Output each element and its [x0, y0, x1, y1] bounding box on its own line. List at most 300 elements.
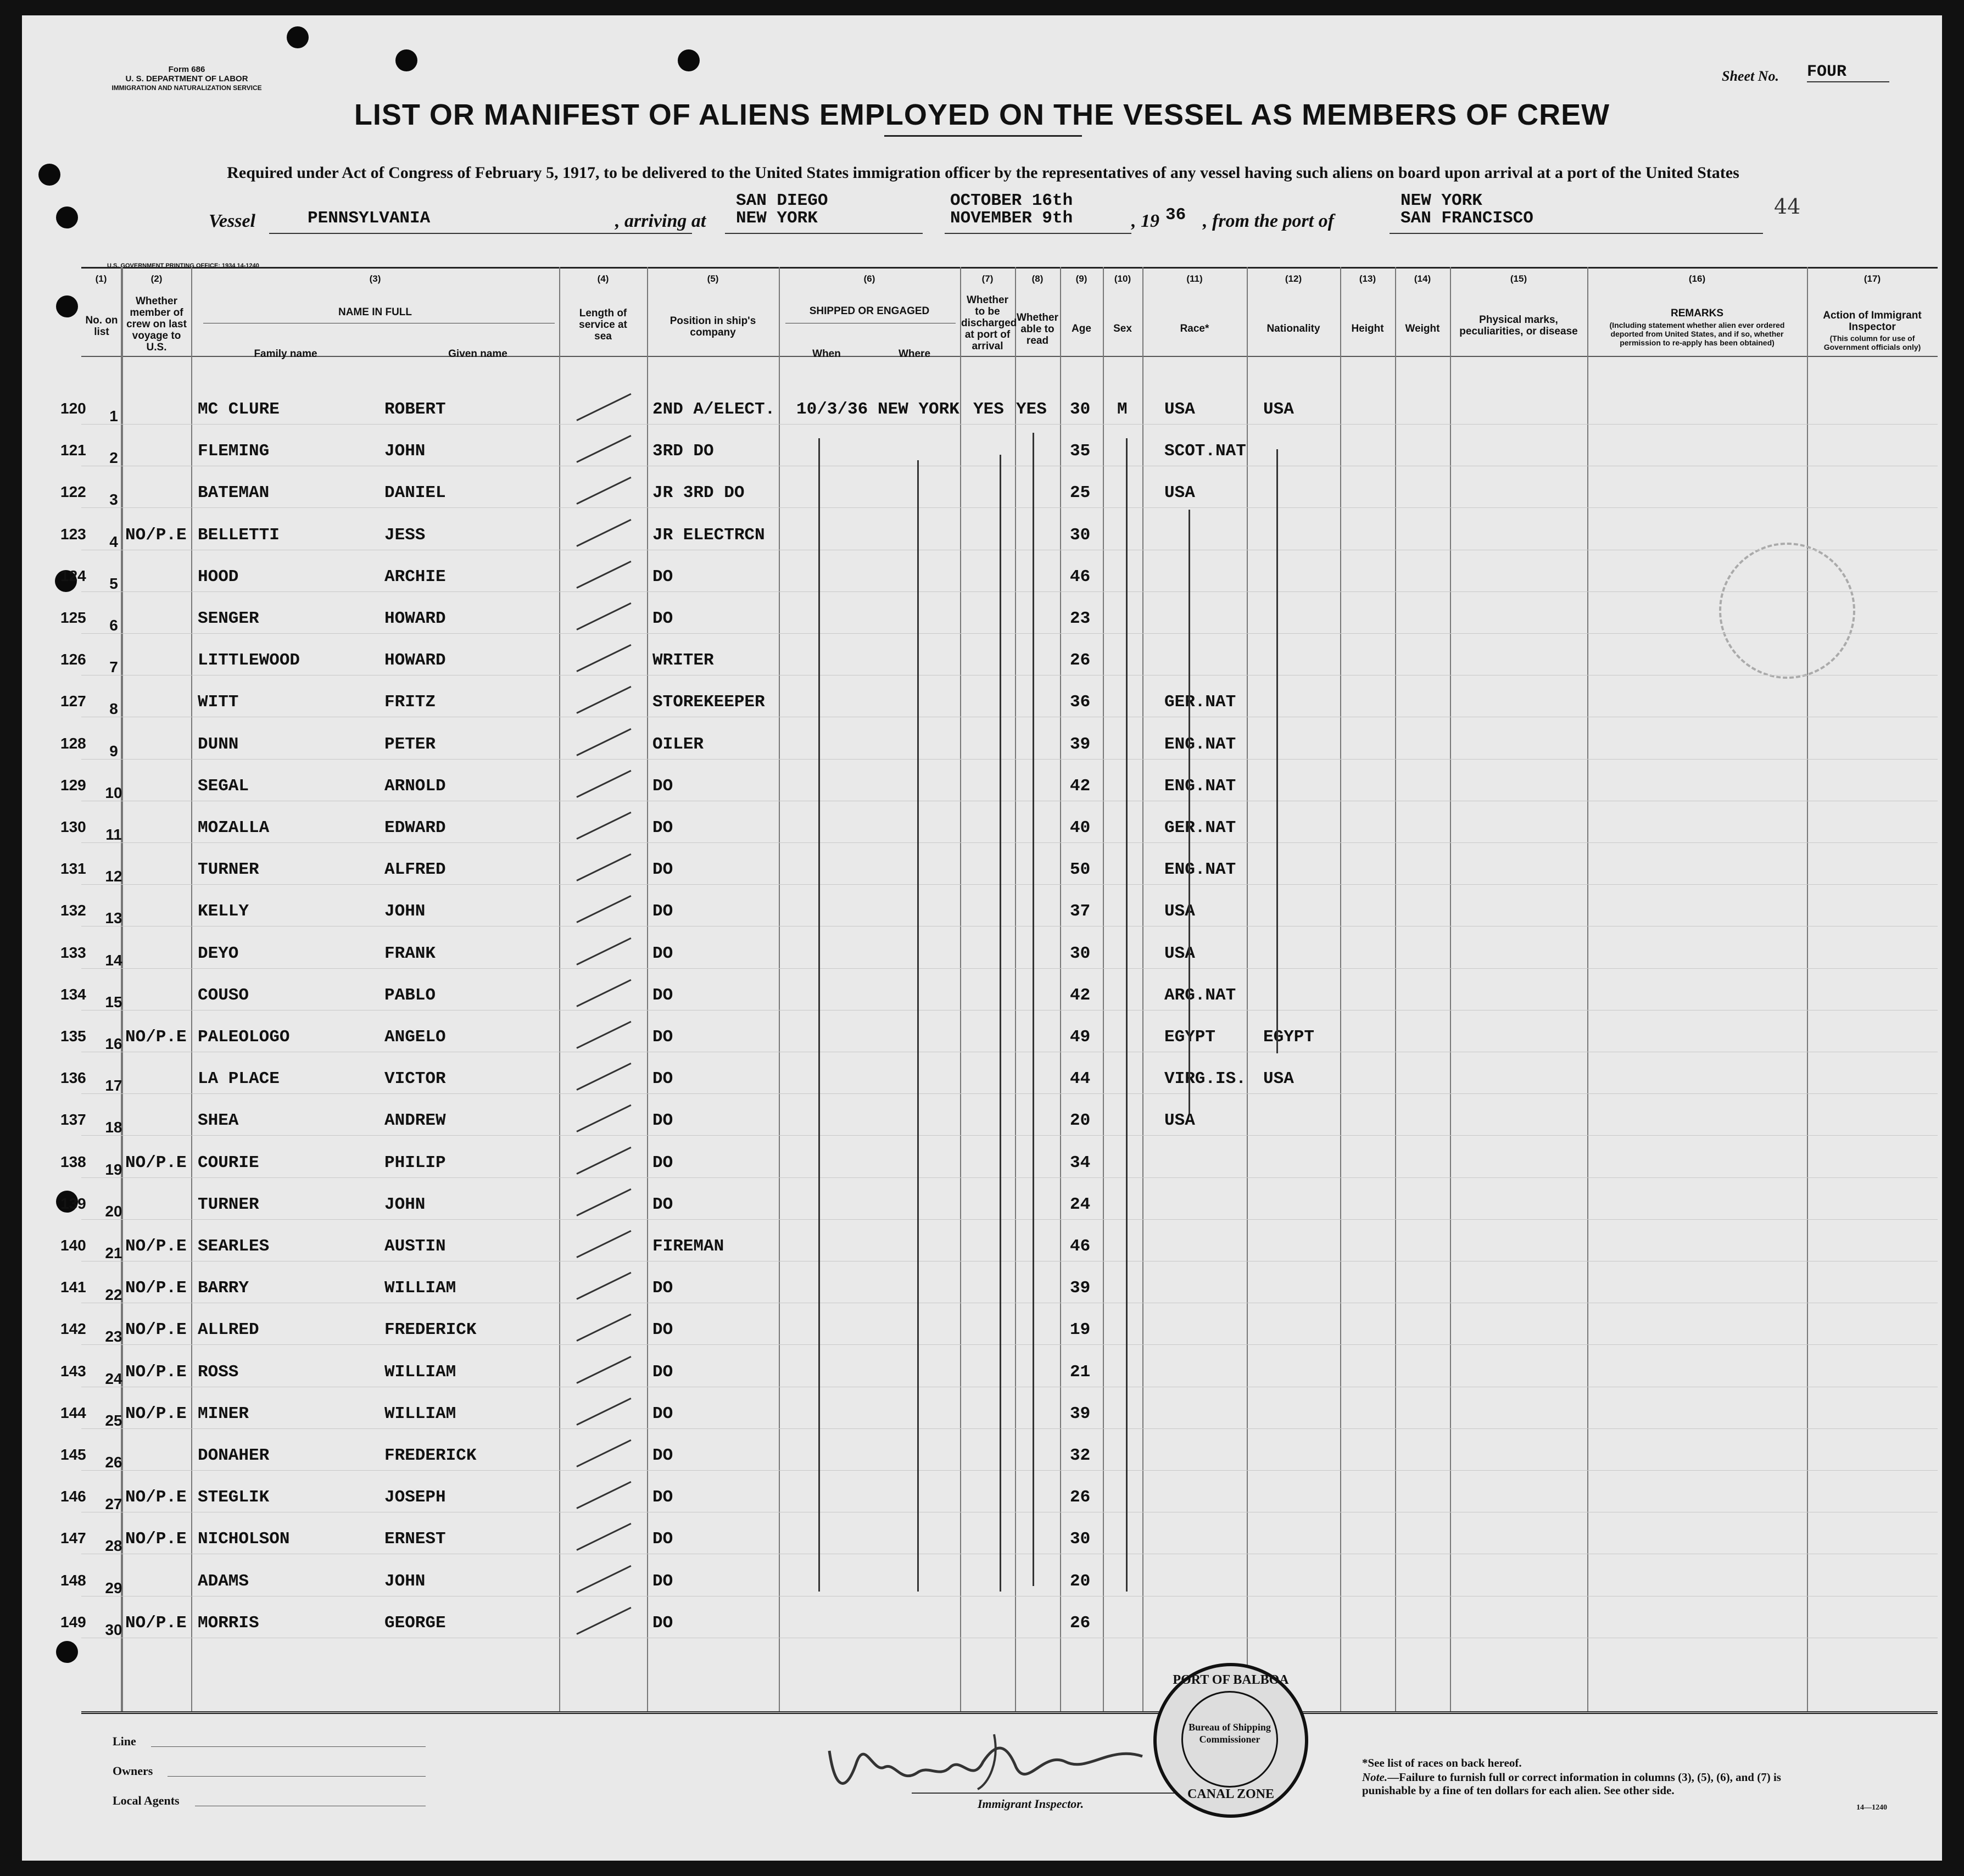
arriving-label: , arriving at — [615, 211, 706, 231]
row-list-number: 26 — [105, 1454, 122, 1471]
stamp-top-text: PORT OF BALBOA — [1173, 1673, 1289, 1687]
row-margin-number: 148 — [60, 1571, 86, 1589]
row-race: ENG.NAT — [1164, 734, 1236, 754]
ditto-mark — [917, 460, 919, 1592]
row-rule — [81, 424, 1938, 425]
row-list-number: 1 — [109, 407, 118, 425]
row-race: GER.NAT — [1164, 818, 1236, 838]
row-margin-number: 127 — [60, 693, 86, 710]
page-title: LIST OR MANIFEST OF ALIENS EMPLOYED ON THE VESSEL AS MEMBERS OF CREW — [354, 98, 1610, 131]
row-list-number: 7 — [109, 658, 118, 676]
row-list-number: 24 — [105, 1370, 122, 1387]
row-position: DO — [652, 902, 673, 922]
row-rule — [81, 842, 1938, 843]
row-family-name: MORRIS — [198, 1613, 259, 1633]
row-margin-number: 131 — [60, 860, 86, 878]
row-prev-voyage: NO/P.E — [125, 1153, 187, 1173]
col-number: (1) — [95, 273, 107, 284]
row-position: DO — [652, 1529, 673, 1549]
header-physical-marks: Physical marks, peculiarities, or disease — [1459, 314, 1578, 337]
row-margin-number: 146 — [60, 1488, 86, 1505]
header-weight: Weight — [1405, 323, 1440, 334]
row-family-name: TURNER — [198, 1194, 259, 1214]
row-given-name: WILLIAM — [384, 1278, 456, 1298]
failure-note — [1362, 1771, 1812, 1797]
row-given-name: FRANK — [384, 943, 436, 963]
row-margin-number: 124 — [60, 567, 86, 584]
row-position: DO — [652, 567, 673, 587]
header-inspector-detail: (This column for use of Government officials only) — [1823, 334, 1921, 351]
header-position: Position in ship's company — [669, 315, 756, 338]
row-age: 19 — [1070, 1320, 1091, 1340]
footer-line-label: Line — [113, 1734, 136, 1748]
row-margin-number: 125 — [60, 609, 86, 626]
row-margin-number: 132 — [60, 902, 86, 919]
row-age: 42 — [1070, 776, 1091, 796]
row-margin-number: 134 — [60, 985, 86, 1003]
form-number: Form 686 — [168, 65, 205, 74]
row-prev-voyage: NO/P.E — [125, 1613, 187, 1633]
footer-rule — [81, 1711, 1938, 1712]
row-race: ENG.NAT — [1164, 860, 1236, 880]
manifest-table — [81, 267, 1938, 1714]
col-divider — [1060, 267, 1061, 1711]
row-age: 37 — [1070, 902, 1091, 922]
inspector-underline — [912, 1793, 1197, 1794]
row-age: 23 — [1070, 609, 1091, 628]
row-given-name: FREDERICK — [384, 1446, 477, 1465]
row-family-name: LA PLACE — [198, 1069, 280, 1089]
stamp-inner-ring — [1181, 1691, 1278, 1788]
row-family-name: SENGER — [198, 609, 259, 628]
row-prev-voyage: NO/P.E — [125, 1362, 187, 1382]
row-position: DO — [652, 1404, 673, 1423]
row-age: 40 — [1070, 818, 1091, 838]
header-inspector-action: Action of Immigrant Inspector — [1823, 310, 1922, 333]
row-family-name: BATEMAN — [198, 483, 270, 503]
row-age: 46 — [1070, 567, 1091, 587]
row-family-name: BARRY — [198, 1278, 249, 1298]
row-margin-number: 133 — [60, 943, 86, 961]
row-margin-number: 143 — [60, 1362, 86, 1380]
row-age: 49 — [1070, 1028, 1091, 1047]
col-number: (6) — [863, 273, 875, 284]
arrival-date-2: NOVEMBER 9th — [950, 209, 1073, 228]
row-age: 44 — [1070, 1069, 1091, 1089]
inspector-label: Immigrant Inspector. — [978, 1797, 1084, 1811]
row-prev-voyage: NO/P.E — [125, 1320, 187, 1340]
row-family-name: STEGLIK — [198, 1488, 270, 1508]
punch-hole — [56, 206, 78, 228]
row-given-name: ARNOLD — [384, 776, 446, 796]
row-race: EGYPT — [1164, 1028, 1216, 1047]
row-position: JR ELECTRCN — [652, 525, 765, 545]
row-position: DO — [652, 943, 673, 963]
row-where: NEW YORK — [878, 400, 959, 419]
row-family-name: MC CLURE — [198, 400, 280, 419]
punch-hole — [56, 295, 78, 317]
row-position: DO — [652, 1571, 673, 1591]
col-divider — [1395, 267, 1396, 1711]
header-remarks-detail: (Including statement whether alien ever ordered deported from United States, and if so, whether permission to re-apply has been obtained) — [1609, 321, 1785, 347]
row-nationality: USA — [1263, 1069, 1294, 1089]
row-rule — [81, 633, 1938, 634]
row-family-name: DONAHER — [198, 1446, 270, 1465]
row-given-name: HOWARD — [384, 609, 446, 628]
row-given-name: PETER — [384, 734, 436, 754]
row-given-name: AUSTIN — [384, 1237, 446, 1256]
manifest-page — [22, 15, 1942, 1861]
row-list-number: 16 — [105, 1035, 122, 1052]
row-family-name: BELLETTI — [198, 525, 280, 545]
sheet-number-label: Sheet No. — [1722, 68, 1779, 84]
col-number: (10) — [1114, 273, 1131, 284]
row-position: DO — [652, 1362, 673, 1382]
row-list-number: 21 — [105, 1244, 122, 1261]
col-number: (15) — [1510, 273, 1527, 284]
footer-agents-label: Local Agents — [113, 1794, 180, 1807]
row-margin-number: 140 — [60, 1237, 86, 1254]
row-age: 26 — [1070, 1613, 1091, 1633]
col-divider — [1247, 267, 1248, 1711]
row-family-name: WITT — [198, 693, 239, 712]
date-underline — [945, 233, 1131, 234]
row-race: USA — [1164, 483, 1195, 503]
ditto-mark — [1276, 449, 1278, 1053]
row-list-number: 3 — [109, 491, 118, 509]
row-position: 2ND A/ELECT. — [652, 400, 775, 419]
row-margin-number: 126 — [60, 651, 86, 668]
row-margin-number: 136 — [60, 1069, 86, 1087]
row-margin-number: 120 — [60, 400, 86, 417]
row-given-name: DANIEL — [384, 483, 446, 503]
header-where: Where — [898, 348, 931, 360]
row-family-name: SEGAL — [198, 776, 249, 796]
row-discharge: YES — [973, 400, 1004, 419]
row-given-name: PABLO — [384, 985, 436, 1005]
row-age: 32 — [1070, 1446, 1091, 1465]
row-given-name: WILLIAM — [384, 1404, 456, 1423]
row-prev-voyage: NO/P.E — [125, 1529, 187, 1549]
vessel-label: Vessel — [209, 211, 255, 231]
col-number: (12) — [1285, 273, 1302, 284]
col-divider — [1103, 267, 1104, 1711]
col-divider — [1587, 267, 1588, 1711]
row-family-name: HOOD — [198, 567, 239, 587]
row-position: DO — [652, 1446, 673, 1465]
row-rule — [81, 1428, 1938, 1429]
row-race: USA — [1164, 400, 1195, 419]
row-given-name: JOSEPH — [384, 1488, 446, 1508]
punch-hole — [678, 49, 700, 71]
row-rule — [81, 1219, 1938, 1220]
row-age: 34 — [1070, 1153, 1091, 1173]
col-divider — [1015, 267, 1016, 1711]
col-number: (9) — [1075, 273, 1087, 284]
row-rule — [81, 507, 1938, 508]
header-when: When — [812, 348, 841, 360]
header-remarks: REMARKS — [1670, 308, 1724, 319]
row-given-name: ROBERT — [384, 400, 446, 419]
stamp-center-text: Bureau of Shipping Commissioner — [1189, 1722, 1271, 1745]
row-list-number: 12 — [105, 868, 122, 885]
row-list-number: 15 — [105, 993, 122, 1010]
printing-office-note: U.S. GOVERNMENT PRINTING OFFICE: 1934 14-1240 — [107, 263, 259, 269]
row-list-number: 28 — [105, 1537, 122, 1555]
row-margin-number: 139 — [60, 1194, 86, 1212]
arriving-port-2: NEW YORK — [736, 209, 818, 228]
row-position: DO — [652, 1111, 673, 1131]
row-rule — [81, 759, 1938, 760]
header-shipped-engaged: SHIPPED OR ENGAGED — [809, 305, 930, 317]
row-race: ARG.NAT — [1164, 985, 1236, 1005]
row-nationality: USA — [1263, 400, 1294, 419]
row-given-name: PHILIP — [384, 1153, 446, 1173]
from-port-2: SAN FRANCISCO — [1401, 209, 1533, 228]
row-rule — [81, 968, 1938, 969]
form-department: U. S. DEPARTMENT OF LABOR — [125, 74, 248, 83]
row-margin-number: 138 — [60, 1153, 86, 1170]
col-divider — [1340, 267, 1341, 1711]
form-code: 14—1240 — [1856, 1804, 1887, 1812]
row-age: 21 — [1070, 1362, 1091, 1382]
row-margin-number: 142 — [60, 1320, 86, 1338]
col-divider — [779, 267, 780, 1711]
row-given-name: HOWARD — [384, 651, 446, 671]
row-position: DO — [652, 609, 673, 628]
row-list-number: 10 — [105, 784, 122, 801]
row-prev-voyage: NO/P.E — [125, 1237, 187, 1256]
row-list-number: 19 — [105, 1160, 122, 1178]
from-underline — [1390, 233, 1763, 234]
row-margin-number: 137 — [60, 1111, 86, 1129]
year-value: 36 — [1165, 205, 1186, 225]
row-margin-number: 145 — [60, 1446, 86, 1463]
row-family-name: FLEMING — [198, 442, 270, 461]
row-given-name: ANDREW — [384, 1111, 446, 1131]
row-margin-number: 122 — [60, 483, 86, 501]
header-prev-voyage: Whether member of crew on last voyage to U.S. — [126, 295, 187, 353]
row-family-name: MINER — [198, 1404, 249, 1423]
header-no-on-list: No. on list — [85, 315, 118, 338]
footer-owners-label: Owners — [113, 1764, 153, 1778]
row-age: 24 — [1070, 1194, 1091, 1214]
row-given-name: ALFRED — [384, 860, 446, 880]
row-family-name: SHEA — [198, 1111, 239, 1131]
header-discharged: Whether to be discharged at port of arrival — [961, 294, 1017, 352]
row-position: DO — [652, 1028, 673, 1047]
row-given-name: FREDERICK — [384, 1320, 477, 1340]
col-number: (2) — [150, 273, 163, 284]
row-read: YES — [1016, 400, 1047, 419]
row-age: 39 — [1070, 734, 1091, 754]
row-position: FIREMAN — [652, 1237, 724, 1256]
port-stamp — [1153, 1663, 1308, 1818]
row-age: 35 — [1070, 442, 1091, 461]
row-position: OILER — [652, 734, 704, 754]
row-race: SCOT.NAT — [1164, 442, 1246, 461]
header-sex: Sex — [1113, 323, 1132, 334]
row-given-name: JOHN — [384, 1571, 426, 1591]
row-list-number: 14 — [105, 951, 122, 969]
header-race: Race* — [1180, 323, 1209, 334]
row-position: WRITER — [652, 651, 714, 671]
col-number: (17) — [1863, 273, 1881, 284]
row-position: DO — [652, 1278, 673, 1298]
row-list-number: 25 — [105, 1411, 122, 1429]
row-margin-number: 147 — [60, 1529, 86, 1547]
row-given-name: JOHN — [384, 442, 426, 461]
vessel-underline — [269, 233, 692, 234]
sheet-number-value: FOUR — [1807, 63, 1889, 82]
row-margin-number: 135 — [60, 1028, 86, 1045]
arriving-underline — [725, 233, 923, 234]
row-position: DO — [652, 1194, 673, 1214]
row-margin-number: 149 — [60, 1613, 86, 1631]
row-margin-number: 123 — [60, 525, 86, 543]
col-number: (11) — [1186, 273, 1203, 284]
row-race: USA — [1164, 943, 1195, 963]
row-family-name: DUNN — [198, 734, 239, 754]
header-length-service: Length of service at sea — [579, 308, 627, 342]
row-rule — [81, 1344, 1938, 1345]
ditto-mark — [1033, 433, 1034, 1586]
row-age: 26 — [1070, 651, 1091, 671]
row-list-number: 2 — [109, 449, 118, 467]
row-position: DO — [652, 860, 673, 880]
row-given-name: VICTOR — [384, 1069, 446, 1089]
row-rule — [81, 1093, 1938, 1094]
row-family-name: ROSS — [198, 1362, 239, 1382]
row-when: 10/3/36 — [796, 400, 868, 419]
ditto-mark — [818, 438, 820, 1592]
row-sex: M — [1117, 400, 1128, 419]
row-list-number: 27 — [105, 1495, 122, 1513]
row-rule — [81, 1135, 1938, 1136]
ditto-mark — [1189, 510, 1190, 1114]
row-age: 39 — [1070, 1404, 1091, 1423]
row-family-name: ADAMS — [198, 1571, 249, 1591]
row-nationality: EGYPT — [1263, 1028, 1315, 1047]
row-list-number: 9 — [109, 742, 118, 760]
row-position: DO — [652, 1613, 673, 1633]
row-position: DO — [652, 1488, 673, 1508]
header-name-in-full: NAME IN FULL — [338, 306, 412, 318]
race-note: *See list of races on back hereof. — [1362, 1756, 1522, 1769]
header-age: Age — [1072, 323, 1091, 334]
col-number: (16) — [1688, 273, 1706, 284]
row-given-name: FRITZ — [384, 693, 436, 712]
footer-line-underline — [151, 1746, 426, 1747]
row-list-number: 17 — [105, 1077, 122, 1095]
col-divider — [647, 267, 648, 1711]
row-margin-number: 121 — [60, 442, 86, 459]
row-position: JR 3RD DO — [652, 483, 745, 503]
row-margin-number: 129 — [60, 776, 86, 794]
row-given-name: JOHN — [384, 1194, 426, 1214]
row-list-number: 6 — [109, 617, 118, 634]
row-rule — [81, 1177, 1938, 1178]
row-position: DO — [652, 1153, 673, 1173]
row-list-number: 4 — [109, 533, 118, 550]
row-margin-number: 144 — [60, 1404, 86, 1421]
failure-note-text: —Failure to furnish full or correct information in columns (3), (5), (6), and (7) is punishable by a fine of ten dollars for each alien. See other side. — [1362, 1771, 1781, 1797]
row-family-name: MOZALLA — [198, 818, 270, 838]
row-list-number: 8 — [109, 700, 118, 718]
row-age: 20 — [1070, 1111, 1091, 1131]
row-family-name: ALLRED — [198, 1320, 259, 1340]
row-rule — [81, 1470, 1938, 1471]
row-age: 39 — [1070, 1278, 1091, 1298]
row-position: DO — [652, 818, 673, 838]
row-age: 25 — [1070, 483, 1091, 503]
row-family-name: COUSO — [198, 985, 249, 1005]
row-age: 36 — [1070, 693, 1091, 712]
ditto-mark — [1000, 455, 1001, 1592]
row-position: DO — [652, 985, 673, 1005]
footer-owners-underline — [168, 1776, 426, 1777]
ditto-mark — [1126, 438, 1128, 1592]
row-list-number: 30 — [105, 1621, 122, 1638]
row-age: 30 — [1070, 400, 1091, 419]
row-given-name: ERNEST — [384, 1529, 446, 1549]
col-number: (13) — [1359, 273, 1376, 284]
row-family-name: DEYO — [198, 943, 239, 963]
punch-hole — [56, 1641, 78, 1663]
stamp-bottom-text: CANAL ZONE — [1187, 1787, 1275, 1801]
row-age: 20 — [1070, 1571, 1091, 1591]
row-race: USA — [1164, 1111, 1195, 1131]
row-list-number: 11 — [105, 826, 122, 843]
row-race: USA — [1164, 902, 1195, 922]
row-family-name: NICHOLSON — [198, 1529, 290, 1549]
page-subtitle: Required under Act of Congress of February 5, 1917, to be delivered to the United States immigration officer by the representatives of any vessel having such aliens on board upon arrival at a port of the United States — [227, 164, 1739, 182]
faint-stamp-mark — [1719, 543, 1855, 679]
row-list-number: 5 — [109, 574, 118, 592]
col-divider — [1450, 267, 1451, 1711]
row-age: 50 — [1070, 860, 1091, 880]
row-given-name: EDWARD — [384, 818, 446, 838]
row-margin-number: 141 — [60, 1278, 86, 1296]
row-prev-voyage: NO/P.E — [125, 1278, 187, 1298]
header-nationality: Nationality — [1266, 323, 1320, 334]
row-age: 30 — [1070, 525, 1091, 545]
row-prev-voyage: NO/P.E — [125, 1404, 187, 1423]
form-identifier — [82, 65, 291, 93]
row-family-name: COURIE — [198, 1153, 259, 1173]
inspector-signature — [813, 1729, 1164, 1806]
row-prev-voyage: NO/P.E — [125, 525, 187, 545]
row-given-name: ARCHIE — [384, 567, 446, 587]
row-given-name: ANGELO — [384, 1028, 446, 1047]
row-margin-number: 130 — [60, 818, 86, 835]
row-prev-voyage: NO/P.E — [125, 1028, 187, 1047]
vessel-name: PENNSYLVANIA — [308, 209, 431, 228]
col-divider — [122, 267, 123, 1711]
punch-hole — [395, 49, 417, 71]
handwritten-number: 44 — [1774, 194, 1801, 219]
row-race: VIRG.IS. — [1164, 1069, 1246, 1089]
row-list-number: 13 — [105, 909, 122, 927]
col-number: (4) — [597, 273, 609, 284]
row-given-name: WILLIAM — [384, 1362, 456, 1382]
arriving-port-1: SAN DIEGO — [736, 191, 828, 210]
row-given-name: JOHN — [384, 902, 426, 922]
from-port-1: NEW YORK — [1401, 191, 1482, 210]
row-age: 30 — [1070, 1529, 1091, 1549]
row-position: 3RD DO — [652, 442, 714, 461]
failure-note-label: Note. — [1362, 1771, 1388, 1784]
